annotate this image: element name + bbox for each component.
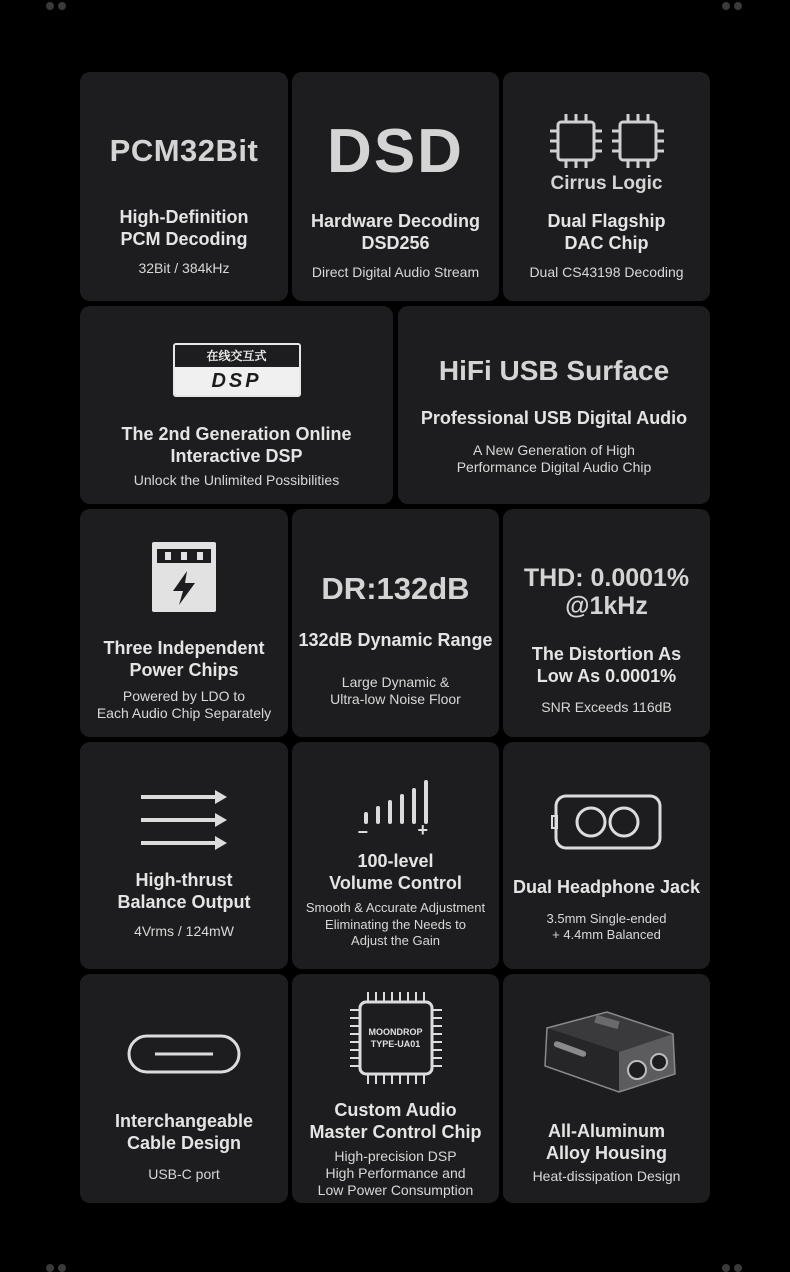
feature-subtitle: Smooth & Accurate Adjustment Eliminating the Needs to Adjust the Gain (305, 900, 486, 948)
feature-card-chip (292, 974, 499, 1203)
feature-title: Custom Audio Master Control Chip (309, 1100, 482, 1142)
feature-title: Dual Headphone Jack (512, 877, 701, 897)
feature-card-cable (80, 974, 288, 1203)
feature-title: High-Definition PCM Decoding (119, 207, 249, 250)
feature-subtitle: SNR Exceeds 116dB (541, 699, 672, 715)
feature-subtitle: 32Bit / 384kHz (138, 260, 230, 277)
feature-title: Interchangeable Cable Design (114, 1111, 254, 1153)
hifi-usb-logo-text: HiFi USB Surface (438, 355, 670, 386)
feature-title: The Distortion As Low As 0.0001% (531, 644, 682, 686)
feature-subtitle: USB-C port (148, 1166, 220, 1182)
corner-dots-top-right (722, 2, 742, 10)
feature-card-volume (292, 742, 499, 969)
device-housing-icon (533, 1008, 681, 1100)
thd-value-text: THD: 0.0001% @1kHz (523, 564, 690, 620)
dsd-logo-text: DSD (327, 117, 464, 186)
feature-subtitle: Powered by LDO to Each Audio Chip Separately (96, 688, 272, 721)
dsp-badge (173, 343, 301, 397)
pcm32bit-logo-text: PCM32Bit (109, 133, 259, 168)
feature-title: Hardware Decoding DSD256 (310, 211, 481, 254)
feature-card-housing (503, 974, 710, 1203)
moondrop-chip-icon (348, 990, 444, 1086)
feature-subtitle: Unlock the Unlimited Possibilities (133, 472, 340, 488)
feature-card-usb (398, 306, 710, 504)
cirrus-logic-logo-text: Cirrus Logic (550, 173, 663, 194)
volume-minus-label: − (357, 822, 369, 842)
feature-card-dsd (292, 72, 499, 301)
feature-card-power (80, 509, 288, 737)
feature-title: Dual Flagship DAC Chip (547, 210, 666, 253)
dsp-badge-bottom: DSP (175, 367, 299, 395)
feature-card-thd (503, 509, 710, 737)
usb-c-port-icon (127, 1034, 241, 1074)
corner-dots-bottom-right (722, 1264, 742, 1272)
feature-subtitle: 4Vrms / 124mW (134, 923, 234, 939)
volume-plus-label: + (417, 820, 429, 840)
feature-subtitle: Large Dynamic & Ultra-low Noise Floor (330, 674, 461, 708)
feature-card-jack (503, 742, 710, 969)
feature-card-dr (292, 509, 499, 737)
corner-dots-bottom-left (46, 1264, 66, 1272)
dsp-badge-top: 在线交互式 (175, 345, 299, 367)
chip-label-line1: MOONDROP (368, 1027, 423, 1037)
feature-title: The 2nd Generation Online Interactive DSP (121, 424, 352, 466)
feature-title: All-Aluminum Alloy Housing (546, 1121, 667, 1163)
feature-subtitle: Heat-dissipation Design (532, 1168, 681, 1184)
feature-subtitle: High-precision DSP High Performance and Low Power Consumption (317, 1148, 474, 1198)
arrows-right-icon (139, 789, 229, 851)
feature-title: Three Independent Power Chips (103, 638, 265, 680)
feature-subtitle: Direct Digital Audio Stream (311, 264, 480, 281)
volume-bars-icon (356, 778, 436, 842)
feature-card-balance (80, 742, 288, 969)
feature-title: 100-level Volume Control (329, 851, 462, 893)
corner-dots-top-left (46, 2, 66, 10)
battery-bolt-icon (151, 541, 217, 613)
feature-title: High-thrust Balance Output (117, 870, 251, 912)
chip-label-line2: TYPE-UA01 (370, 1039, 421, 1049)
feature-card-dsp (80, 306, 393, 504)
feature-subtitle: A New Generation of High Performance Digital Audio Chip (456, 441, 652, 475)
feature-card-pcm (80, 72, 288, 301)
feature-title: Professional USB Digital Audio (420, 407, 688, 428)
dual-jack-icon (551, 794, 663, 850)
dr-value-text: DR:132dB (321, 571, 470, 606)
feature-title: 132dB Dynamic Range (298, 630, 493, 651)
feature-card-dac (503, 72, 710, 301)
feature-subtitle: Dual CS43198 Decoding (529, 263, 684, 280)
dual-chip-icon (548, 112, 666, 170)
feature-subtitle: 3.5mm Single-ended + 4.4mm Balanced (546, 911, 667, 942)
